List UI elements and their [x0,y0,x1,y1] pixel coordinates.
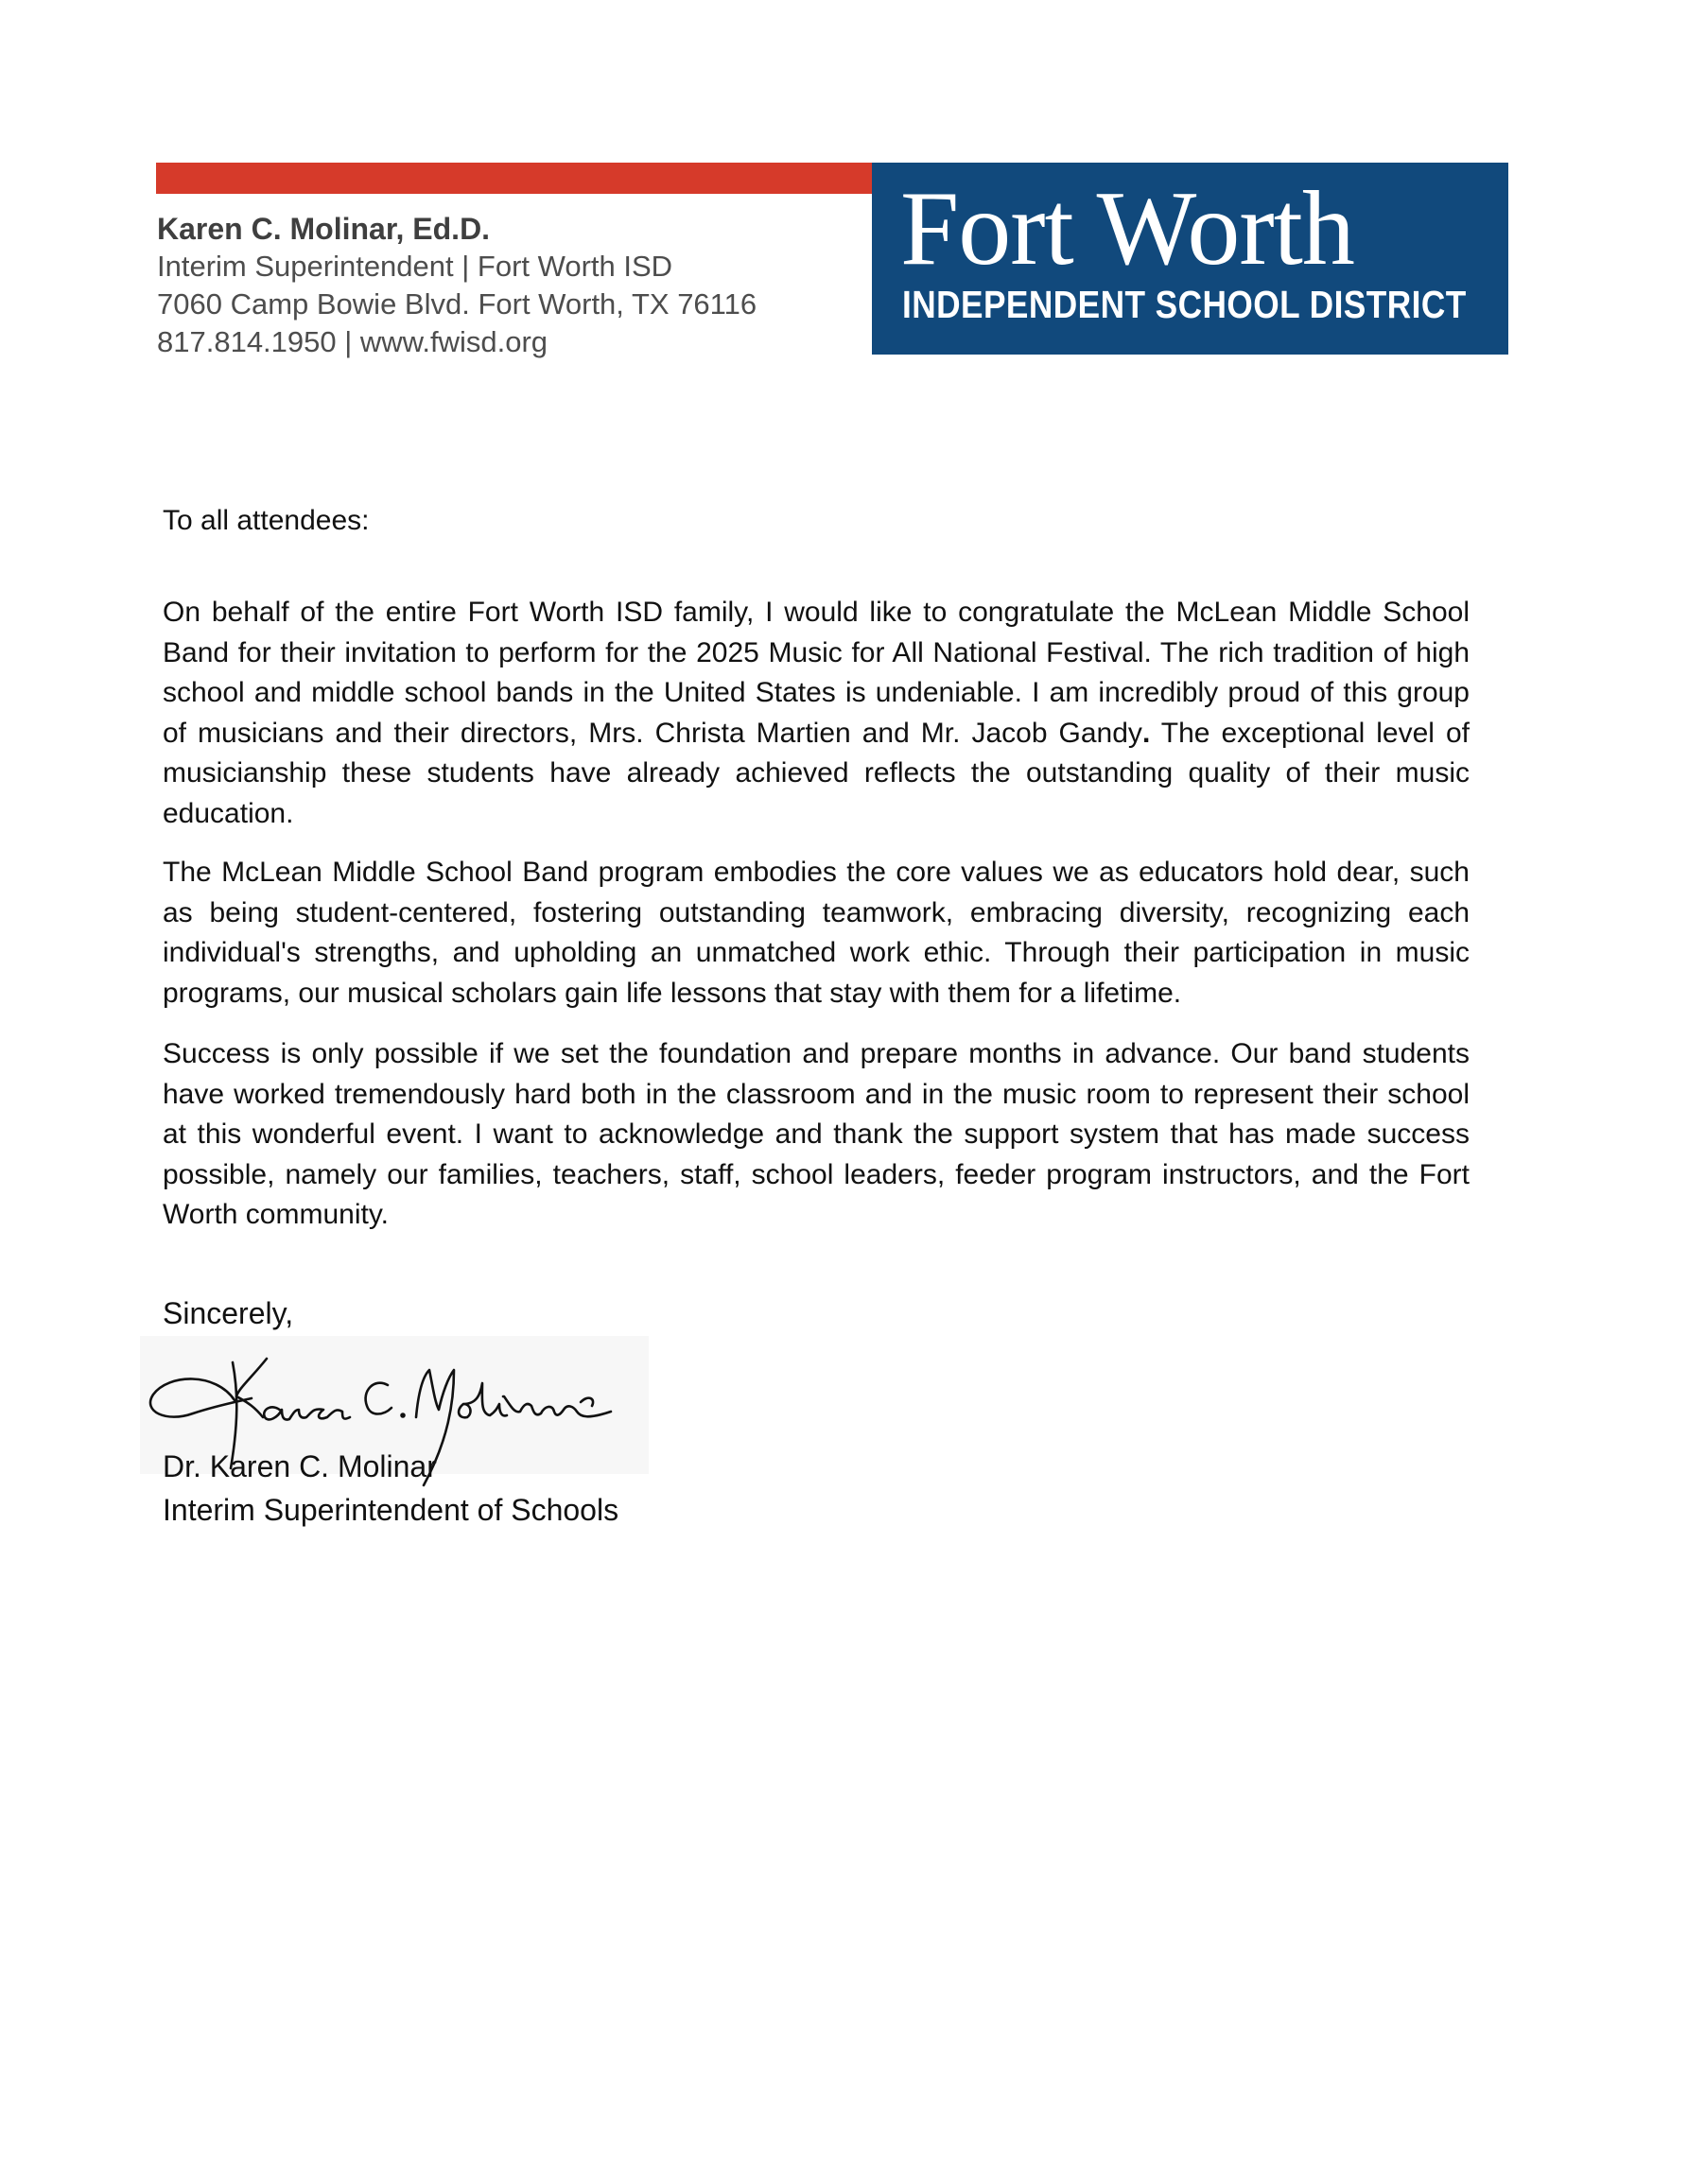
fwisd-logo [872,163,1508,355]
signer-title: Interim Superintendent of Schools [163,1493,619,1527]
paragraph-1-text-end: The exceptional level of musicianship these students have already achieved reflects the outstanding quality of their music education. [163,717,1470,829]
paragraph-3: Success is only possible if we set the foundation and prepare months in advance. Our band students have worked tremendously hard both in the classroom and in the music room to represent their school at this wonderful event. I want to acknowledge and thank the support system that has made success possible, namely our families, teachers, staff, school leaders, feeder program instructors, and the Fort Worth community. [163,1038,1470,1230]
sender-contact: 817.814.1950 | www.fwisd.org [157,325,548,358]
logo-subtitle: INDEPENDENT SCHOOL DISTRICT [902,283,1467,326]
letterhead-red-bar [156,163,872,194]
sender-title: Interim Superintendent | Fort Worth ISD [157,250,673,283]
paragraph-2: The McLean Middle School Band program embodies the core values we as educators hold dear, such as being student-centered, fostering outstanding teamwork, embracing diversity, recognizing each individual's strengths, and upholding an unmatched work ethic. Through their participation in music programs, our musical scholars gain life lessons that stay with them for a lifetime. [163,857,1470,1009]
greeting: To all attendees: [163,505,370,536]
sender-block [157,210,757,361]
sender-name: Karen C. Molinar, Ed.D. [157,212,491,246]
sender-address: 7060 Camp Bowie Blvd. Fort Worth, TX 76116 [157,287,757,321]
paragraph-1-bold-period: . [1141,717,1151,749]
signer-block [163,1445,618,1532]
signer-name: Dr. Karen C. Molinar [163,1449,437,1483]
closing: Sincerely, [163,1296,294,1330]
paragraph-1-text: On behalf of the entire Fort Worth ISD family, I would like to congratulate the McLean Middle School Band for their invitation to perform for the 2025 Music for All National Festival. The rich tradition of high school and middle school bands in the United States is undeniable. I am incredibly proud of this group of musicians and their directors, Mrs. Christa Martien and Mr. Jacob Gandy [163,597,1470,749]
logo-wordmark: Fort Worth [900,170,1354,287]
paragraph-1 [163,593,1470,834]
